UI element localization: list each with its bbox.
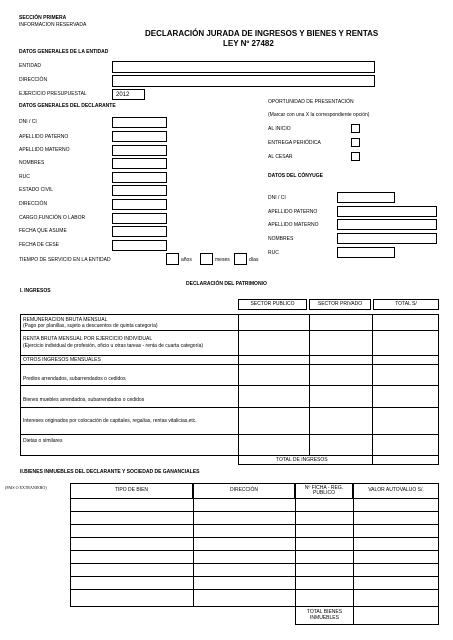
end-date-label: FECHA DE CESE <box>19 242 60 248</box>
option-periodic-label: ENTREGA PERIÓDICA <box>268 140 321 146</box>
col-address: DIRECCIÓN <box>193 483 295 499</box>
income-row-1: REMUNERACION BRUTA MENSUAL <box>23 317 108 323</box>
days-label: días <box>249 257 259 263</box>
spouse-maternal-label: APELLIDO MATERNO <box>268 222 319 228</box>
income-row-2-note: (Ejercicio individual de profesión, oficio u otras tareas - renta de cuarta categoría) <box>23 343 204 349</box>
months-label: meses <box>215 257 230 263</box>
position-label: CARGO,FUNCIÓN O LABOR <box>19 215 86 221</box>
law-number: LEY Nº 27482 <box>223 39 274 48</box>
start-date-label: FECHA QUE ASUME <box>19 228 67 234</box>
opportunity-note: (Marcar con una X la correspondiente opción) <box>268 112 370 118</box>
col-private-sector: SECTOR PRIVADO <box>309 299 371 310</box>
declarant-names-label: NOMBRES <box>19 160 45 166</box>
opportunity-heading: OPORTUNIDAD DE PRESENTACIÓN <box>268 99 354 105</box>
declarant-ruc-label: RUC <box>19 174 30 180</box>
income-row-5: Bienes muebles arrendados, subarrendados o cedidos <box>23 397 145 403</box>
declarant-paternal-label: APELLIDO PATERNO <box>19 134 69 140</box>
years-label: años <box>181 257 192 263</box>
patrimony-heading: DECLARACIÓN DEL PATRIMONIO <box>186 281 267 287</box>
budget-year-label: EJERCICIO PRESUPUESTAL <box>19 91 87 97</box>
declarant-dni-label: DNI / CI <box>19 119 37 125</box>
spouse-heading: DATOS DEL CÓNYUGE <box>268 173 324 179</box>
col-public-sector: SECTOR PUBLICO <box>238 299 307 310</box>
col-total: TOTAL S/ <box>373 299 439 310</box>
spouse-names-label: NOMBRES <box>268 236 294 242</box>
col-registry: Nº FICHA - REG. PUBLICO <box>295 483 353 499</box>
budget-year-field[interactable]: 2012 <box>112 89 145 100</box>
real-estate-side-note: (PAIS O EXTRANJERO) <box>5 485 47 490</box>
spouse-ruc-label: RUC <box>268 250 279 256</box>
col-value: VALOR AUTOVALUO S/. <box>353 483 439 499</box>
declarant-maternal-label: APELLIDO MATERNO <box>19 147 70 153</box>
income-row-7: Dietas o similares <box>23 438 63 444</box>
real-estate-heading: II.BIENES INMUEBLES DEL DECLARANTE Y SOCIEDAD DE GANANCIALES <box>20 469 200 475</box>
declarant-address-label: DIRECCIÓN <box>19 201 48 207</box>
info-label: INFORMACION RESERVADA <box>19 22 87 28</box>
spouse-paternal-label: APELLIDO PATERNO <box>268 209 318 215</box>
entity-label: ENTIDAD <box>19 63 41 69</box>
civil-status-label: ESTADO CIVIL <box>19 187 54 193</box>
page-title: DECLARACIÓN JURADA DE INGRESOS Y BIENES Y RENTAS <box>145 29 379 38</box>
income-row-1-note: (Pago por planillas, sujeto a descuentos de quinta categoría) <box>23 323 158 329</box>
total-income-label: TOTAL DE INGRESOS <box>276 457 328 463</box>
income-row-4: Predios arrendados, subarrendados o cedidos <box>23 376 126 382</box>
service-time-label: TIEMPO DE SERVICIO EN LA ENTIDAD <box>19 257 111 263</box>
entity-heading: DATOS GENERALES DE LA ENTIDAD <box>19 49 109 55</box>
col-property-type: TIPO DE BIEN <box>70 483 193 499</box>
option-end-label: AL CESAR <box>268 154 293 160</box>
declarant-heading: DATOS GENERALES DEL DECLARANTE <box>19 103 116 109</box>
option-start-label: AL INICIO <box>268 126 291 132</box>
income-row-3: OTROS INGRESOS MENSUALES <box>23 357 101 363</box>
income-row-2: RENTA BRUTA MENSUAL POR EJERCICIO INDIVIDUAL <box>23 336 153 342</box>
spouse-dni-label: DNI / CI <box>268 195 286 201</box>
entity-address-label: DIRECCIÓN <box>19 77 48 83</box>
income-heading: I. INGRESOS <box>20 288 51 294</box>
income-row-6: Intereses originados por colocación de capitales, regalías, rentas vitalicias,etc. <box>23 418 197 424</box>
total-real-estate-label: TOTAL BIENES INMUEBLES <box>306 609 343 621</box>
section-label: SECCIÓN PRIMERA <box>19 15 67 21</box>
